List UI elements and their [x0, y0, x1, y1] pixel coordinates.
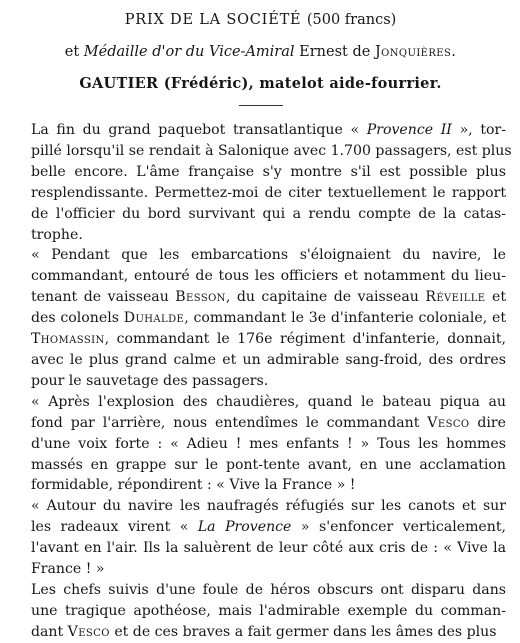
text-run: pillé lorsqu'il se rendait à Salonique avec 1.700 passagers, est plus [31, 142, 512, 159]
paragraph [15, 580, 506, 643]
paragraph [15, 496, 506, 580]
text-line [15, 475, 506, 496]
text-line [15, 371, 506, 392]
medal-title: Médaille d'or du Vice-Amiral [83, 44, 295, 60]
text-line [15, 455, 506, 476]
text-run: dant [31, 623, 68, 640]
text-line [15, 434, 506, 455]
italic-title: Provence II [366, 122, 452, 138]
text-run: et [485, 289, 507, 306]
text-line [15, 141, 512, 162]
text-run: , du capitaine de vaisseau [225, 289, 426, 306]
text-line [15, 601, 506, 622]
text-line [15, 538, 506, 559]
text-run: dire [469, 414, 506, 431]
text-run: et de ces braves a fait germer dans les âmes des plus [109, 623, 497, 640]
medal-prefix: et [64, 44, 80, 60]
text-run: resplendissante. Permettez-moi de citer textuellement le rapport [31, 184, 506, 201]
text-run: une tragique apothéose, mais l'admirable exemple du comman- [31, 602, 506, 619]
person-name: Thomassin [31, 331, 105, 348]
text-line [15, 308, 506, 329]
text-run: commandant, entouré de tous les officiers et notamment du lieu- [31, 268, 506, 285]
text-run: formidable, répondirent : « Vive la France » ! [31, 477, 356, 494]
text-line [15, 162, 506, 183]
text-line [15, 266, 506, 287]
text-run: La fin du grand paquebot transatlantique « [31, 122, 367, 138]
text-line [15, 559, 506, 580]
text-run: « Pendant que les embarcations s'éloignaient du navire, le [31, 247, 506, 264]
text-run: d'une voix forte : « Adieu ! mes enfants ! » Tous les hommes [31, 435, 506, 452]
prize-title: PRIX DE LA SOCIÉTÉ [124, 12, 302, 28]
text-run: Les chefs suivis d'une foule de héros obscurs ont disparu dans [31, 581, 506, 598]
text-run: » s'enfoncer verticalement, [291, 519, 506, 536]
text-line [15, 245, 506, 266]
text-line [15, 329, 506, 350]
paragraph [15, 245, 506, 391]
person-name: Réveille [425, 289, 486, 306]
medal-heading [15, 41, 506, 63]
person-name: Duhalde [123, 310, 185, 327]
text-run: « Autour du navire les naufragés réfugiés sur les canots et sur [31, 498, 506, 515]
text-line [15, 120, 506, 141]
text-run: tenant de vaisseau [31, 289, 176, 306]
text-line [15, 496, 506, 517]
text-line [15, 622, 506, 643]
text-run: l'avant en l'air. Ils la saluèrent de leur côté aux cris de : « Vive la [31, 540, 506, 557]
text-line [15, 392, 506, 413]
text-run: des colonels [31, 310, 124, 327]
person-name: Besson [175, 289, 226, 306]
medal-surname: Jonquières. [374, 44, 457, 60]
medal-name: Ernest de [299, 44, 371, 60]
text-run: », tor- [451, 122, 506, 138]
recipient-heading: GAUTIER (Frédéric), matelot aide-fourrier. [79, 75, 442, 92]
text-line [15, 413, 506, 434]
paragraph [15, 392, 506, 497]
text-line [15, 183, 506, 204]
text-run: avec le plus grand calme et un admirable sang-froid, des ordres [31, 351, 506, 368]
text-line [15, 580, 506, 601]
text-run: « Après l'explosion des chaudières, quand le bateau piqua au [31, 393, 506, 410]
text-run: pour le sauvetage des passagers. [31, 372, 269, 389]
text-run: les radeaux virent « [31, 519, 198, 536]
text-line [15, 350, 506, 371]
text-run: de l'officier du bord survivant qui a rendu compte de la catas- [31, 205, 506, 222]
prize-heading [15, 9, 506, 31]
text-run: trophe. [31, 226, 83, 243]
italic-title: La Provence [197, 519, 292, 536]
text-line [15, 517, 506, 538]
document-body [15, 120, 512, 643]
text-run: France ! » [31, 561, 105, 578]
paragraph [15, 120, 512, 245]
text-line [15, 204, 506, 225]
text-line [15, 287, 506, 308]
text-run: massés en grappe sur le pont-tente avant, en une acclamation [31, 456, 506, 473]
text-run: , commandant le 3e d'infanterie coloniale, et [184, 310, 506, 327]
text-line [15, 225, 506, 246]
separator-rule [239, 105, 283, 106]
text-run: , commandant le 176e régiment d'infanterie, donnait, [104, 331, 506, 348]
prize-amount: (500 francs) [306, 12, 397, 28]
person-name: Vesco [427, 414, 470, 431]
text-run: belle encore. L'âme française s'y montre s'il est possible plus [31, 163, 506, 180]
person-name: Vesco [67, 623, 110, 640]
text-run: fond par l'arrière, nous entendîmes le commandant [31, 414, 428, 431]
